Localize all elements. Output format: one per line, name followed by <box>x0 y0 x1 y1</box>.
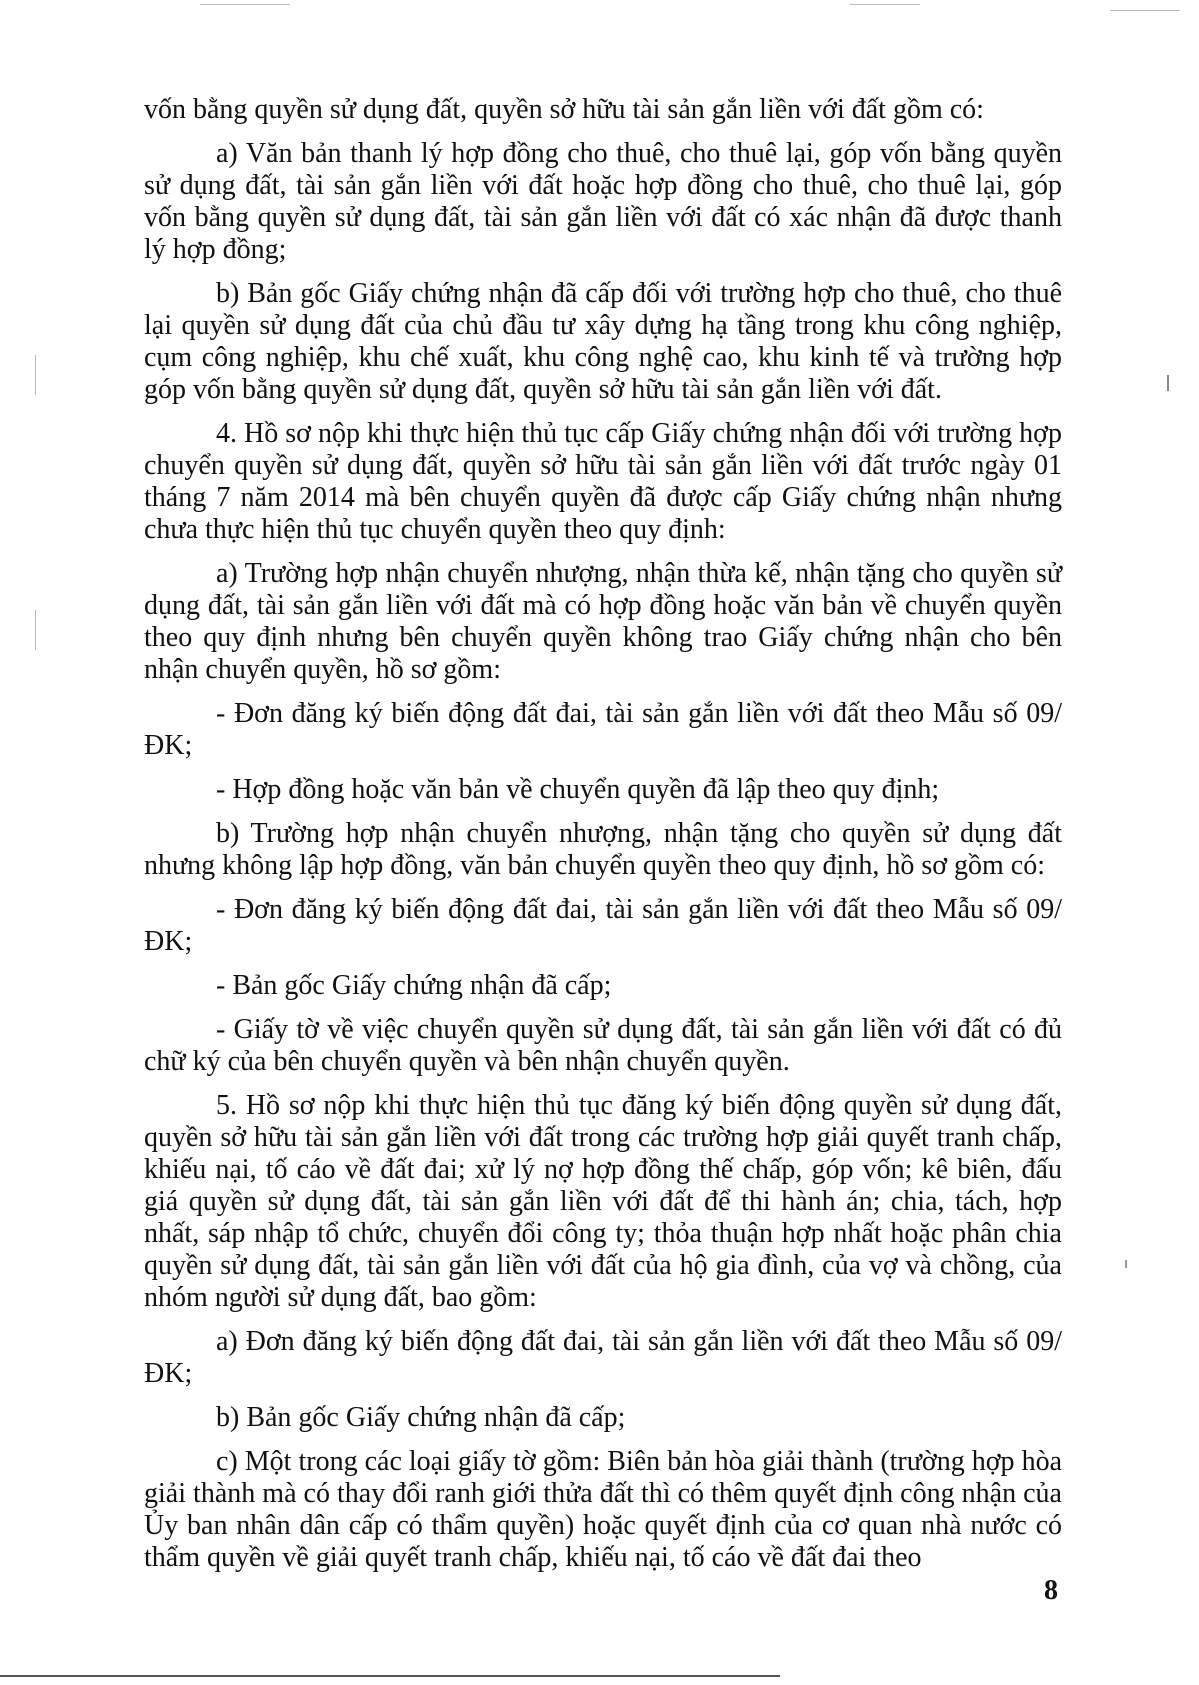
scan-artifact <box>200 4 290 5</box>
scan-artifact <box>1167 375 1169 391</box>
scan-artifact <box>35 610 36 650</box>
paragraph: 5. Hồ sơ nộp khi thực hiện thủ tục đăng ký biến động quyền sử dụng đất, quyền sở hữu tài sản gắn liền với đất trong các trường hợp giải quyết tranh chấp, khiếu nại, tố cáo về đất đai; xử lý nợ hợp đồng thế chấp, góp vốn; kê biên, đấu giá quyền sử dụng đất, tài sản gắn liền với đất để thi hành án; chia, tách, hợp nhất, sáp nhập tổ chức, chuyển đổi công ty; thỏa thuận hợp nhất hoặc phân chia quyền sử dụng đất, tài sản gắn liền với đất của hộ gia đình, của vợ và chồng, của nhóm người sử dụng đất, bao gồm: <box>144 1090 1062 1313</box>
scan-artifact <box>850 4 920 5</box>
list-item: - Đơn đăng ký biến động đất đai, tài sản gắn liền với đất theo Mẫu số 09/ĐK; <box>144 894 1062 957</box>
paragraph: a) Văn bản thanh lý hợp đồng cho thuê, cho thuê lại, góp vốn bằng quyền sử dụng đất, tài sản gắn liền với đất hoặc hợp đồng cho thuê, cho thuê lại, góp vốn bằng quyền sử dụng đất, tài sản gắn liền với đất có xác nhận đã được thanh lý hợp đồng; <box>144 138 1062 265</box>
list-item: - Bản gốc Giấy chứng nhận đã cấp; <box>216 970 612 1001</box>
paragraph: b) Trường hợp nhận chuyển nhượng, nhận tặng cho quyền sử dụng đất nhưng không lập hợp đồng, văn bản chuyển quyền theo quy định, hồ sơ gồm có: <box>144 818 1062 881</box>
list-item: - Đơn đăng ký biến động đất đai, tài sản gắn liền với đất theo Mẫu số 09/ĐK; <box>144 698 1062 761</box>
list-item: a) Đơn đăng ký biến động đất đai, tài sản gắn liền với đất theo Mẫu số 09/ĐK; <box>144 1326 1062 1389</box>
page-number: 8 <box>1044 1575 1058 1606</box>
paragraph: b) Bản gốc Giấy chứng nhận đã cấp đối với trường hợp cho thuê, cho thuê lại quyền sử dụng đất của chủ đầu tư xây dựng hạ tầng trong khu công nghiệp, cụm công nghiệp, khu chế xuất, khu công nghệ cao, khu kinh tế và trường hợp góp vốn bằng quyền sử dụng đất, quyền sở hữu tài sản gắn liền với đất. <box>144 278 1062 405</box>
paragraph: a) Trường hợp nhận chuyển nhượng, nhận thừa kế, nhận tặng cho quyền sử dụng đất, tài sản gắn liền với đất mà có hợp đồng hoặc văn bản về chuyển quyền theo quy định nhưng bên chuyển quyền không trao Giấy chứng nhận cho bên nhận chuyển quyền, hồ sơ gồm: <box>144 558 1062 685</box>
paragraph: vốn bằng quyền sử dụng đất, quyền sở hữu tài sản gắn liền với đất gồm có: <box>144 94 984 125</box>
list-item: - Hợp đồng hoặc văn bản về chuyển quyền đã lập theo quy định; <box>216 774 940 805</box>
paragraph: 4. Hồ sơ nộp khi thực hiện thủ tục cấp Giấy chứng nhận đối với trường hợp chuyển quyền sử dụng đất, quyền sở hữu tài sản gắn liền với đất trước ngày 01 tháng 7 năm 2014 mà bên chuyển quyền đã được cấp Giấy chứng nhận nhưng chưa thực hiện thủ tục chuyển quyền theo quy định: <box>144 418 1062 545</box>
paragraph: c) Một trong các loại giấy tờ gồm: Biên bản hòa giải thành (trường hợp hòa giải thành mà có thay đổi ranh giới thửa đất thì có thêm quyết định công nhận của Ủy ban nhân dân cấp có thẩm quyền) hoặc quyết định của cơ quan nhà nước có thẩm quyền về giải quyết tranh chấp, khiếu nại, tố cáo về đất đai theo <box>144 1446 1062 1573</box>
scan-edge-line <box>0 1675 780 1677</box>
list-item: - Giấy tờ về việc chuyển quyền sử dụng đất, tài sản gắn liền với đất có đủ chữ ký của bên chuyển quyền và bên nhận chuyển quyền. <box>144 1014 1062 1077</box>
scan-artifact <box>1110 10 1180 11</box>
document-body <box>144 94 1062 1586</box>
list-item: b) Bản gốc Giấy chứng nhận đã cấp; <box>216 1402 626 1433</box>
scan-artifact <box>1125 1260 1127 1268</box>
scan-artifact <box>35 355 36 395</box>
